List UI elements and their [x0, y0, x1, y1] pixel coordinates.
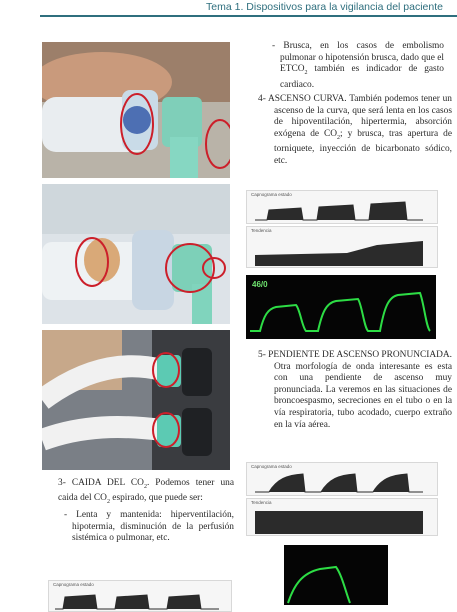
item-3-bullet-lenta	[58, 510, 234, 545]
item-3-lead-sub2: 2	[106, 499, 110, 506]
page-header	[0, 0, 457, 16]
bullet-brusca	[272, 41, 444, 91]
item-3-lead-rest: . Podemos tener una caida del CO	[58, 478, 234, 504]
item-4-text-a: 4- ASCENSO CURVA. También podemos tener un ascenso de la curva, que será lenta en los casos de hipoventilación, hipertermia, absorción exógena de CO	[258, 94, 452, 139]
item-4-text-b: ; y brusca, tras apertura de torniquete, inyección de bicarbonato sódico, etc.	[274, 128, 453, 166]
bullet-lenta-text: - Lenta y mantenida: hiperventilación, hipotermia, disminución de la perfusión sistémica o pulmonar, etc.	[64, 509, 234, 544]
header-rule	[40, 15, 457, 17]
capnogram-trace-ascenso	[246, 190, 438, 224]
item-4-ascenso-curva	[258, 94, 452, 167]
item-5-text: 5- PENDIENTE DE ASCENSO PRONUNCIADA. Otra morfología de onda interesante es esta con una pendiente de ascenso muy pronunciada. La veremos en las situaciones de broncoespasmo, secreciones en el tubo o en la vía respiratoria, tubo acodado, cuerpo extraño en la vía aérea.	[258, 350, 453, 430]
monitor-capnogram-ascenso	[246, 275, 436, 339]
photo-ventilator-ports	[42, 330, 230, 470]
trend-trace-ascenso	[246, 226, 438, 268]
header-title: Tema 1. Dispositivos para la vigilancia del paciente	[206, 1, 443, 13]
item-3-lead-text: 3- CAIDA DEL CO	[58, 478, 144, 488]
trace-2b-label: Tendencia	[251, 500, 272, 505]
trace-label: Capnograma estado	[53, 582, 94, 587]
trace-2-label: Capnograma estado	[251, 464, 292, 469]
item-5-pendiente-ascenso	[258, 350, 452, 431]
item-4-sub: 2	[337, 134, 341, 141]
trend-trace-pendiente	[246, 498, 438, 536]
bullet-brusca-end: también es indicador de gasto cardiaco.	[280, 64, 444, 90]
monitor-value: 46/0	[252, 280, 268, 289]
item-3-caida-co2	[58, 478, 234, 545]
item-3-lead	[58, 478, 234, 509]
item-3-lead-end: espirado, que puede ser:	[109, 493, 203, 504]
bullet-brusca-text: - Brusca, en los casos de embolismo pulmonar o hipotensión brusca, dado que el ETCO	[272, 41, 444, 75]
item-3-lead-sub: 2	[143, 483, 147, 490]
photo-circuit-connector	[42, 42, 230, 178]
trace-1b-label: Tendencia	[251, 228, 272, 233]
bullet-brusca-sub: 2	[304, 70, 308, 77]
trace-1-label: Capnograma estado	[251, 192, 292, 197]
capnogram-trace-bottom-left	[48, 580, 232, 612]
photo-filter-sensor	[42, 184, 230, 324]
capnogram-trace-pendiente	[246, 462, 438, 496]
monitor-capnogram-pendiente	[284, 545, 388, 605]
